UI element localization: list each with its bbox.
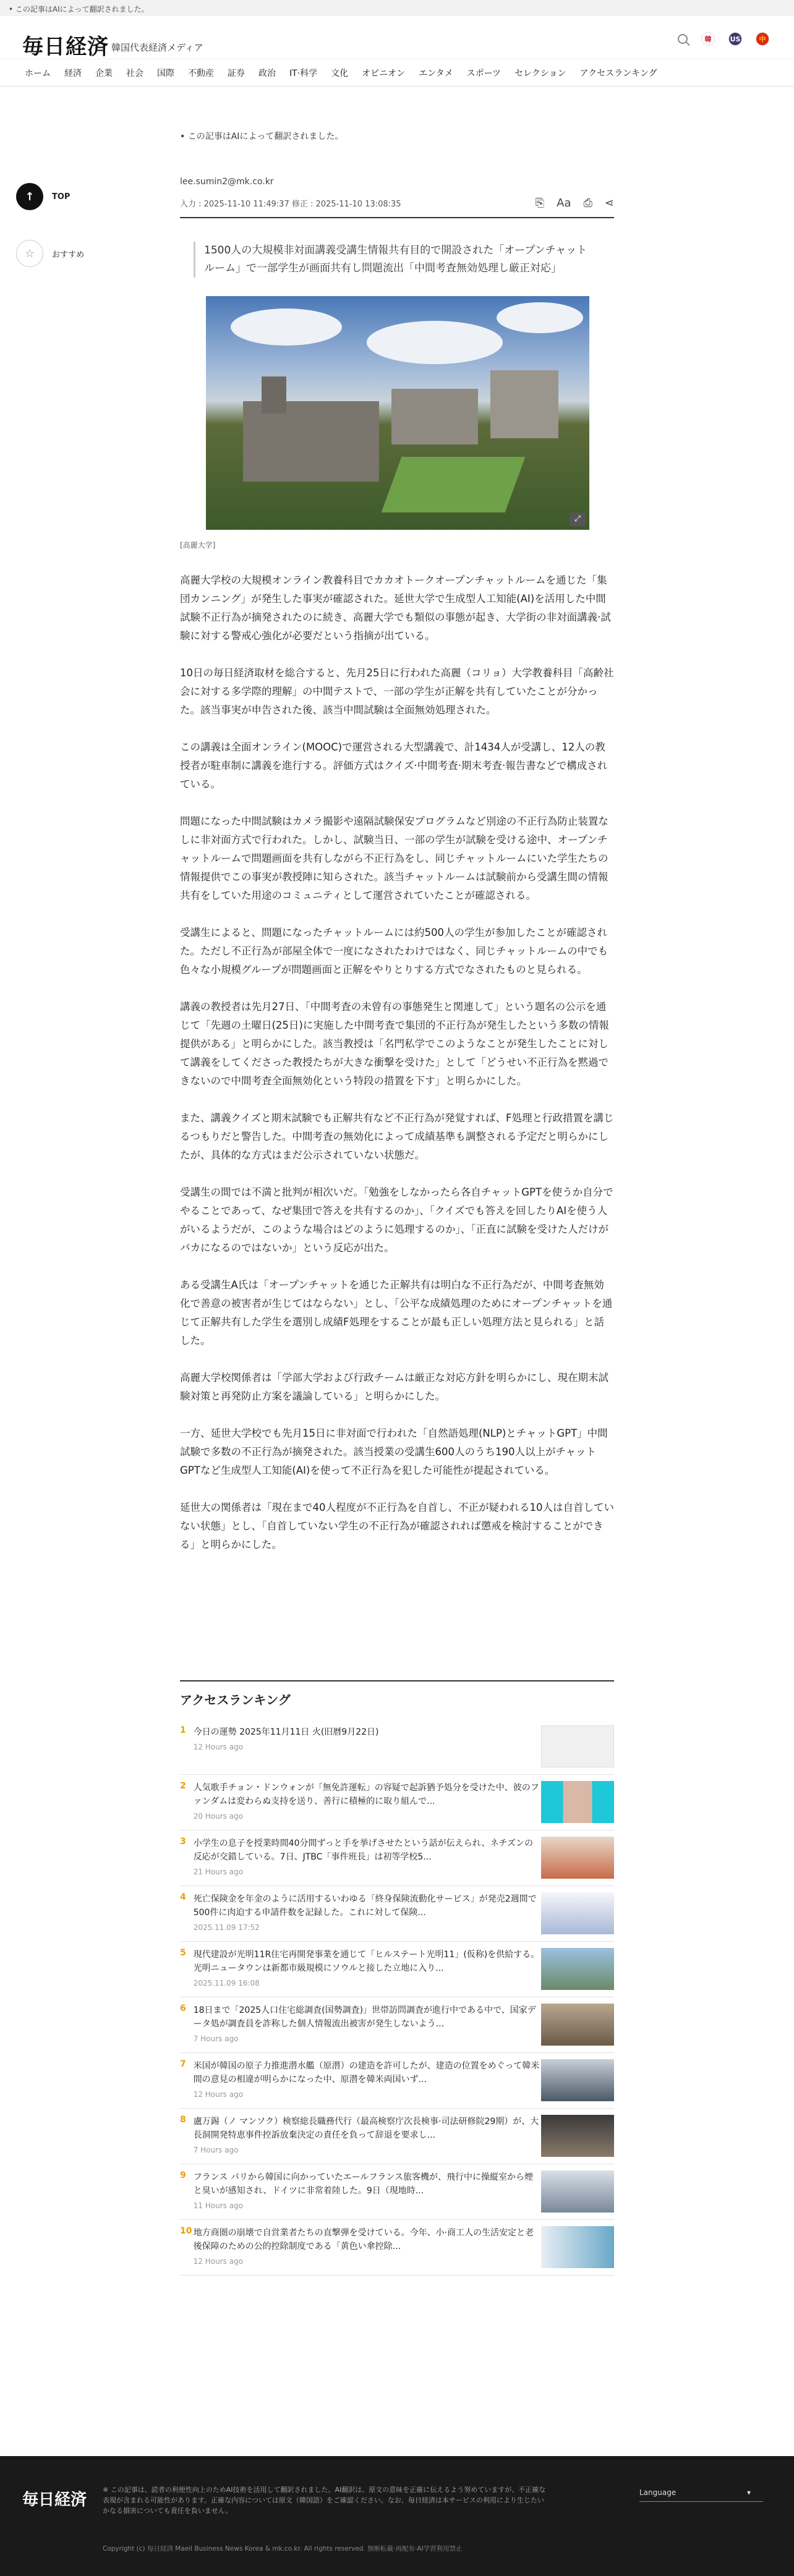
author-email[interactable]: lee.sumin2@mk.co.kr [180,177,274,187]
rank-time: 2025.11.09 16:08 [193,1979,260,1987]
ranking-item[interactable] [180,2053,614,2109]
rank-number: 6 [180,2004,186,2013]
rank-time: 7 Hours ago [193,2034,239,2043]
print-icon[interactable]: ⎙ [583,197,592,210]
rank-time: 12 Hours ago [193,1743,244,1751]
article-photo[interactable] [206,296,589,530]
ranking-item[interactable] [180,2109,614,2164]
paragraph: 受講生の間では不満と批判が相次いだ。「勉強をしなかったら各自チャットGPTを使うか自分でやることであって、なぜ集団で答えを共有するのか」、「クイズでも答えを回したりAIを使う人がいるようだが、このような場合はどのように処理するのか」、「正直に試験を受けた人だけがバカになるのではないか」という反応が出た。 [180,1186,613,1254]
rank-time: 2025.11.09 17:52 [193,1923,260,1932]
rank-time: 11 Hours ago [193,2201,244,2210]
ranking-item[interactable] [180,1942,614,1997]
ranking-item[interactable] [180,1719,614,1775]
nav-society[interactable]: 社会 [126,68,143,79]
floating-sidebar [16,183,90,297]
rank-title[interactable]: 18日まで「2025人口住宅総調査(国勢調査)」世帯訪問調査が進行中である中で、国家データ処が調査員を詐称した個人情報流出被害が発生しないよう... [193,2005,536,2029]
paragraph: 講義の教授者は先月27日、「中間考査の未曾有の事態発生と関連して」という題名の公示を通じて「先週の土曜日(25日)に実施した中間考査で集団的不正行為が発生したという多数の情報提供がある」と明らかにした。該当教授は「名門私学でこのようなことが発生したことに対して講義をしてくださった教授たちが大きな衝撃を受けた」として「どうせい不正行為を黙過できないので中間考査全面無効化という特段の措置を下す」と明らかにした。 [180,1001,609,1087]
article-body [180,571,614,1554]
rank-title[interactable]: 現代建設が光明11R住宅再開発事業を通じて「ヒルステート光明11」(仮称)を供給する。光明ニュータウンは新都市級規模にソウルと接した立地に入り... [193,1950,540,1973]
rank-time: 21 Hours ago [193,1868,244,1876]
language-select[interactable] [639,2485,763,2502]
top-button[interactable] [16,183,90,210]
rank-thumbnail[interactable] [541,2115,614,2157]
rank-thumbnail[interactable] [541,2059,614,2101]
rank-number: 5 [180,1948,186,1958]
paragraph: 高麗大学校の大規模オンライン教養科目でカカオトークオープンチャットルームを通じた「集団カンニング」が発生した事実が確認された。延世大学で生成型人工知能(AI)を活用した中間試験不正行為が摘発されたのに続き、高麗大学でも類似の事態が起き、大学街の非対面講義·試験に対する警戒心強化が必要だという指摘が出ている。 [180,574,611,642]
us-flag-icon[interactable]: US [728,32,742,46]
header-icons [678,32,769,46]
rank-thumbnail[interactable] [541,2170,614,2213]
ranking-item[interactable] [180,2220,614,2276]
share-icon[interactable]: ⋖ [604,197,614,210]
rank-thumbnail[interactable] [541,1892,614,1934]
article-dates: 入力 : 2025-11-10 11:49:37 修正 : 2025-11-10 13:08:35 [180,200,401,209]
nav-entertainment[interactable]: エンタメ [419,68,453,79]
ai-translation-note: • この記事はAIによって翻訳されました。 [180,132,344,142]
rank-title[interactable]: 今日の運勢 2025年11月11日 火(旧暦9月22日) [193,1727,379,1737]
footer-logo[interactable]: 毎日経済 [22,2491,87,2509]
rank-thumbnail[interactable] [541,1725,614,1767]
korean-flag-icon[interactable]: 韓 [701,32,715,46]
translation-notice: • この記事はAIによって翻訳されました。 [9,5,149,14]
rank-thumbnail[interactable] [541,1948,614,1990]
rank-title[interactable]: 地方商圏の崩壊で自営業者たちの直撃弾を受けている。今年、小·商工人の生活安定と老後保障のための公的控除制度である「黄色い傘控除... [193,2228,534,2251]
nav-sports[interactable]: スポーツ [466,68,502,79]
nav-ranking[interactable]: アクセスランキング [579,68,657,79]
rank-number: 3 [180,1837,186,1847]
nav-business[interactable]: 企業 [95,68,113,79]
nav-it-science[interactable]: IT·科学 [289,68,318,79]
nav-culture[interactable]: 文化 [331,68,349,79]
language-label: Language [639,2488,677,2497]
paragraph: ある受講生A氏は「オープンチャットを通じた正解共有は明白な不正行為だが、中間考査無効化で善意の被害者が生じてはならない」とし、「公平な成績処理のためにオープンチャットを通じて正解共有した学生を選別し成績F処理をすることが最も正しい処理方法と見られる」と話した。 [180,1279,613,1346]
nav-world[interactable]: 国際 [157,68,174,79]
nav-realestate[interactable]: 不動産 [188,68,214,79]
search-icon[interactable] [678,34,688,44]
ranking-item[interactable] [180,1997,614,2053]
paragraph: この講義は全面オンライン(MOOC)で運営される大型講義で、計1434人が受講し、12人の教授者が駐車制に講義を進行する。評価方式はクイズ·中間考査·期末考査·報告書などで構成されている。 [180,741,608,790]
footer-copyright: Copyright (c) 毎日経済 Maeil Business News Korea & mk.co.kr. All rights reserved. 無断転載·再配布·AI学習利用禁止 [103,2545,463,2553]
rank-number: 1 [180,1725,186,1735]
rank-number: 2 [180,1781,186,1791]
recommend-label: おすすめ [52,250,85,260]
site-header [0,16,794,59]
star-icon: ☆ [16,240,43,267]
rank-thumbnail[interactable] [541,2226,614,2268]
rank-title[interactable]: フランス パリから韓国に向かっていたエールフランス旅客機が、飛行中に操縦室から煙と臭いが感知され、ドイツに非常着陸した。9日（現地時... [193,2172,534,2196]
ranking-title: アクセスランキング [180,1693,291,1707]
translate-icon[interactable]: ⎘ [535,197,545,210]
chevron-down-icon: ▾ [746,2488,751,2497]
ranking-item[interactable] [180,2164,614,2220]
article-tools [536,197,614,210]
rank-time: 12 Hours ago [193,2257,244,2266]
rank-number: 4 [180,1892,186,1902]
china-flag-icon[interactable]: 中 [756,32,769,46]
ranking-item[interactable] [180,1830,614,1886]
expand-icon[interactable]: ⤢ [570,512,586,526]
access-ranking [180,1680,614,2276]
nav-politics[interactable]: 政治 [258,68,276,79]
recommend-button[interactable] [16,240,90,267]
site-logo[interactable]: 毎日経済 [22,35,109,59]
article [180,130,614,1573]
rank-title[interactable]: 死亡保険金を年金のように活用するいわゆる「終身保険流動化サービス」が発売2週間で500件に肉迫する申請件数を記録した。これに対して保険... [193,1894,537,1918]
rank-title[interactable]: 人気歌手チョン・ドンウォンが「無免許運転」の容疑で起訴猶予処分を受けた中、彼のファンダムは変わらぬ支持を送り、善行に積極的に取り組んで... [193,1783,539,1806]
nav-home[interactable]: ホーム [25,68,51,79]
rank-number: 7 [180,2059,186,2069]
paragraph: 高麗大学校関係者は「学部大学および行政チームは厳正な対応方針を明らかにし、現在期末試験対策と再発防止方案を議論している」と明らかにした。 [180,1372,608,1402]
rank-thumbnail[interactable] [541,2004,614,2046]
site-subtitle: 韓国代表経済メディア [111,42,203,53]
ranking-item[interactable] [180,1886,614,1942]
rank-number: 8 [180,2115,186,2125]
top-label: TOP [52,192,70,202]
main-nav [0,59,794,87]
rank-number: 10 [180,2226,192,2236]
ranking-item[interactable] [180,1775,614,1830]
site-footer [0,2456,794,2576]
rank-time: 12 Hours ago [193,2090,244,2099]
nav-selection[interactable]: セレクション [514,68,566,79]
paragraph: 問題になった中間試験はカメラ撮影や遠隔試験保安プログラムなど別途の不正行為防止装置なしに非対面方式で行われた。しかし、試験当日、一部の学生が試験を受ける途中、オープンチャットルームで問題画面を共有しながら不正行為をし、同じチャットルームにいた学生たちの情報提供でこの事実が教授陣に知らされた。該当チャットルームは試験前から受講生間の情報共有をしていた用途のコミュニティとして運営されていたことが確認される。 [180,815,608,901]
article-summary: 1500人の大規模非対面講義受講生情報共有目的で開設された「オープンチャットルーム」で一部学生が画面共有し問題流出「中間考査無効処理し厳正対応」 [194,242,589,278]
paragraph: また、講義クイズと期末試験でも正解共有など不正行為が発覚すれば、F処理と行政措置を講じるつもりだと警告した。中間考査の無効化によって成績基準も調整される予定だと明らかにしたが、具体的な方式はまだ公示されていない状態だ。 [180,1112,614,1161]
nav-stocks[interactable]: 証券 [228,68,245,79]
arrow-up-icon: ↑ [16,183,43,210]
article-meta [180,197,614,218]
rank-time: 7 Hours ago [193,2146,239,2154]
rank-thumbnail[interactable] [541,1837,614,1879]
nav-economy[interactable]: 経済 [64,68,82,79]
paragraph: 受講生によると、問題になったチャットルームには約500人の学生が参加したことが確認された。ただし不正行為が部屋全体で一度になされたわけではなく、同じチャットルームの中でも色々な小規模グループが問題画面と正解をやりとりする方式でなされたものと見られる。 [180,927,608,976]
translation-notice-bar [0,0,794,16]
rank-title[interactable]: 小学生の息子を授業時間40分間ずっと手を挙げさせたという話が伝えられ、ネチズンの反応が交錯している。7日、JTBC「事件班長」は初等学校5... [193,1838,533,1862]
font-size-icon[interactable]: Aa [557,197,571,210]
footer-notice: ※ この記事は、読者の利便性向上のためAI技術を活用して翻訳されました。AI翻訳は、原文の意味を正確に伝えるよう努めていますが、不正確な表現が含まれる可能性があります。正確な内容については原文（韓国語）をご確認ください。なお、毎日経済は本サービスの利用により生じたいかなる損害についても責任を負いません。 [103,2486,546,2515]
photo-caption: [高麗大学] [180,541,216,550]
rank-title[interactable]: 米国が韓国の原子力推進潜水艦（原潜）の建造を許可したが、建造の位置をめぐって韓米間の意見の相違が明らかになった中、原潜を韓米両国いず... [193,2061,540,2085]
rank-title[interactable]: 盧万錫（ノ マンソク）検察総長職務代行（最高検察庁次長検事·司法研修院29期）が、大長洞開発特恵事件控訴放棄決定の責任を負って辞退を要求し... [193,2117,539,2140]
paragraph: 一方、延世大学校でも先月15日に非対面で行われた「自然語処理(NLP)とチャットGPT」中間試験で多数の不正行為が摘発された。該当授業の受講生600人のうち190人以上がチャットGPTなど生成型人工知能(AI)を使って不正行為を犯した可能性が提起されている。 [180,1427,608,1476]
rank-thumbnail[interactable] [541,1781,614,1823]
nav-opinion[interactable]: オピニオン [362,68,406,79]
paragraph: 延世大の関係者は「現在まで40人程度が不正行為を自首し、不正が疑われる10人は自首していない状態」とし、「自首していない学生の不正行為が確認されれば懲戒を検討することができる」と明らかにした。 [180,1502,614,1550]
rank-number: 9 [180,2170,186,2180]
rank-time: 20 Hours ago [193,1812,244,1821]
paragraph: 10日の毎日経済取材を総合すると、先月25日に行われた高麗（コリョ）大学教養科目「高齢社会に対する多学際的理解」の中間テストで、一部の学生が正解を共有していたことが分かった。該当事実が申告された後、該当中間試験は全面無効処理された。 [180,667,614,716]
